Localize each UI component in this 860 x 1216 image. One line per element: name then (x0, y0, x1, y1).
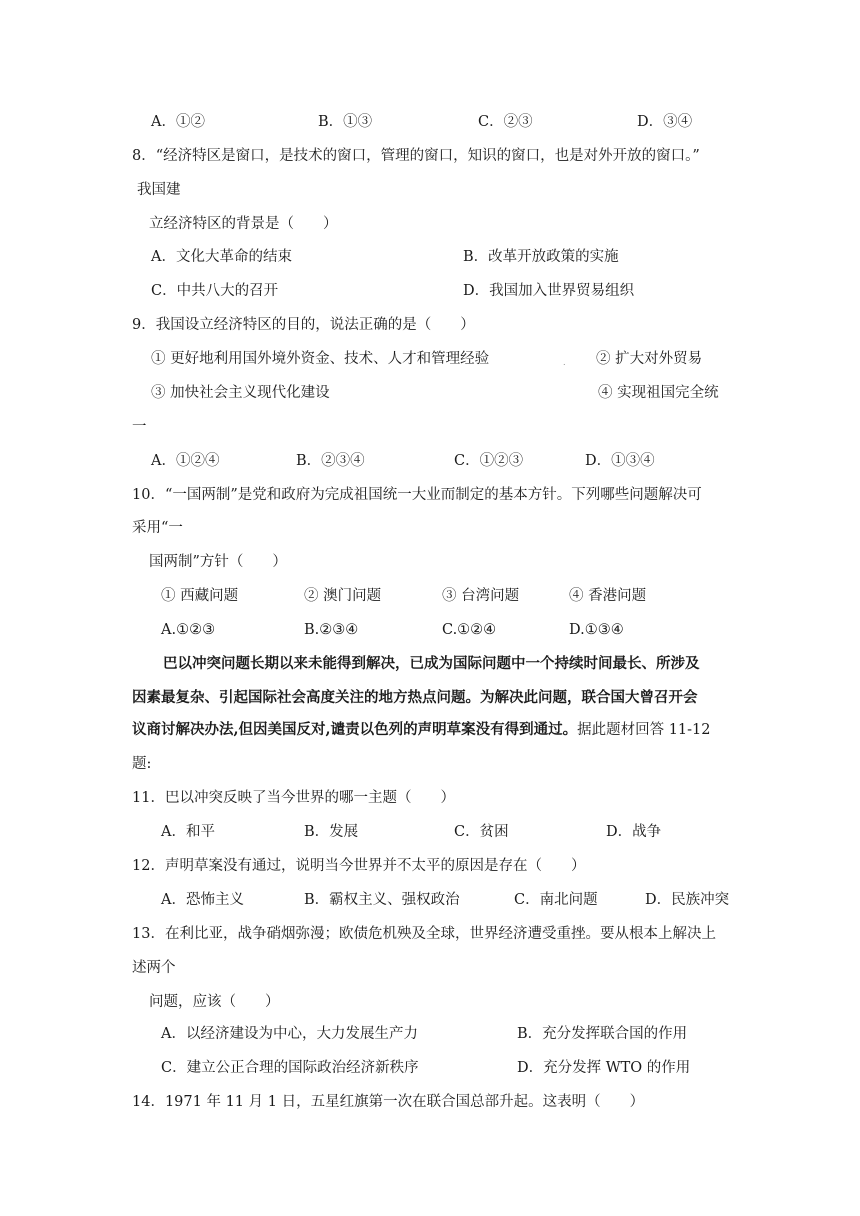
q7-option-c: C．②③ (478, 114, 533, 130)
q8-option-d: D．我国加入世界贸易组织 (463, 283, 635, 299)
material-line-1: 巴以冲突问题长期以来未能得到解决，已成为国际问题中一个持续时间最长、所涉及 (163, 655, 700, 672)
q8-stem-cont: 我国建 (137, 182, 181, 198)
q9-item-2: ② 扩大对外贸易 (596, 351, 703, 367)
q14-stem: 14．1971 年 11 月 1 日，五星红旗第一次在联合国总部升起。这表明（ ） (132, 1094, 645, 1110)
q11-option-c: C．贫困 (454, 824, 509, 840)
q11-stem: 11．巴以冲突反映了当今世界的哪一主题（ ） (132, 790, 455, 806)
q8-option-c: C．中共八大的召开 (151, 283, 279, 299)
q9-item-3: ③ 加快社会主义现代化建设 (151, 385, 330, 401)
q7-option-d: D．③④ (637, 114, 693, 130)
q10-stem-cont2: 国两制”方针（ ） (149, 554, 287, 570)
q12-option-c: C．南北问题 (514, 892, 598, 908)
material-line-2: 因素最复杂、引起国际社会高度关注的地方热点问题。为解决此问题，联合国大曾召开会 (132, 689, 698, 706)
q8-stem-cont2: 立经济特区的背景是（ ） (149, 216, 338, 232)
q9-option-b: B．②③④ (296, 453, 365, 469)
q12-option-b: B．霸权主义、强权政治 (304, 892, 460, 908)
q13-stem-cont2: 问题，应该（ ） (149, 994, 280, 1010)
q13-option-b: B．充分发挥联合国的作用 (517, 1026, 688, 1042)
q10-stem: 10．“一国两制”是党和政府为完成祖国统一大业而制定的基本方针。下列哪些问题解决可 (132, 487, 702, 503)
q13-stem-cont: 述两个 (132, 960, 176, 976)
q7-option-b: B．①③ (318, 114, 373, 130)
q11-option-d: D．战争 (606, 824, 662, 840)
q13-option-d: D．充分发挥 WTO 的作用 (517, 1060, 691, 1076)
material-line-3-bold: 议商讨解决办法,但因美国反对,谴责以色列的声明草案没有得到通过。 (132, 721, 578, 738)
q10-item-1: ① 西藏问题 (161, 588, 239, 604)
q12-option-a: A．恐怖主义 (161, 892, 244, 908)
material-line-4: 题: (132, 756, 152, 772)
q11-option-b: B．发展 (304, 824, 359, 840)
q9-option-c: C．①②③ (454, 453, 524, 469)
q10-option-c: C.①②④ (442, 622, 497, 638)
q10-item-2: ② 澳门问题 (304, 588, 382, 604)
q13-option-c: C．建立公正合理的国际政治经济新秩序 (161, 1060, 419, 1076)
q10-option-a: A.①②③ (161, 622, 216, 638)
q10-item-4: ④ 香港问题 (569, 588, 647, 604)
material-line-3-tail: 据此题材回答 11-12 (577, 722, 711, 738)
q9-option-d: D．①③④ (585, 453, 655, 469)
q12-option-d: D．民族冲突 (645, 892, 730, 908)
q11-option-a: A．和平 (161, 824, 215, 840)
q8-option-a: A．文化大革命的结束 (151, 249, 292, 265)
q8-stem: 8．“经济特区是窗口，是技术的窗口，管理的窗口，知识的窗口，也是对外开放的窗口。” (132, 148, 700, 164)
q7-option-a: A．①② (151, 114, 205, 130)
q9-item-4-cont: 一 (132, 419, 147, 435)
material-line-3 (132, 720, 711, 740)
q9-item-1: ① 更好地利用国外境外资金、技术、人才和管理经验 (151, 351, 490, 367)
q8-option-b: B．改革开放政策的实施 (463, 249, 619, 265)
q13-option-a: A．以经济建设为中心，大力发展生产力 (161, 1026, 418, 1042)
q9-option-a: A．①②④ (151, 453, 220, 469)
q13-stem: 13．在利比亚，战争硝烟弥漫；欧债危机殃及全球，世界经济遭受重挫。要从根本上解决上 (132, 926, 716, 942)
q9-stem: 9．我国设立经济特区的目的，说法正确的是（ ） (132, 317, 475, 333)
q12-stem: 12．声明草案没有通过，说明当今世界并不太平的原因是存在（ ） (132, 858, 586, 874)
stray-dot: . (563, 358, 566, 367)
q10-stem-cont: 采用“一 (132, 520, 183, 536)
q10-item-3: ③ 台湾问题 (442, 588, 520, 604)
q9-item-4: ④ 实现祖国完全统 (598, 385, 719, 401)
q10-option-b: B.②③④ (304, 622, 359, 638)
q10-option-d: D.①③④ (569, 622, 624, 638)
